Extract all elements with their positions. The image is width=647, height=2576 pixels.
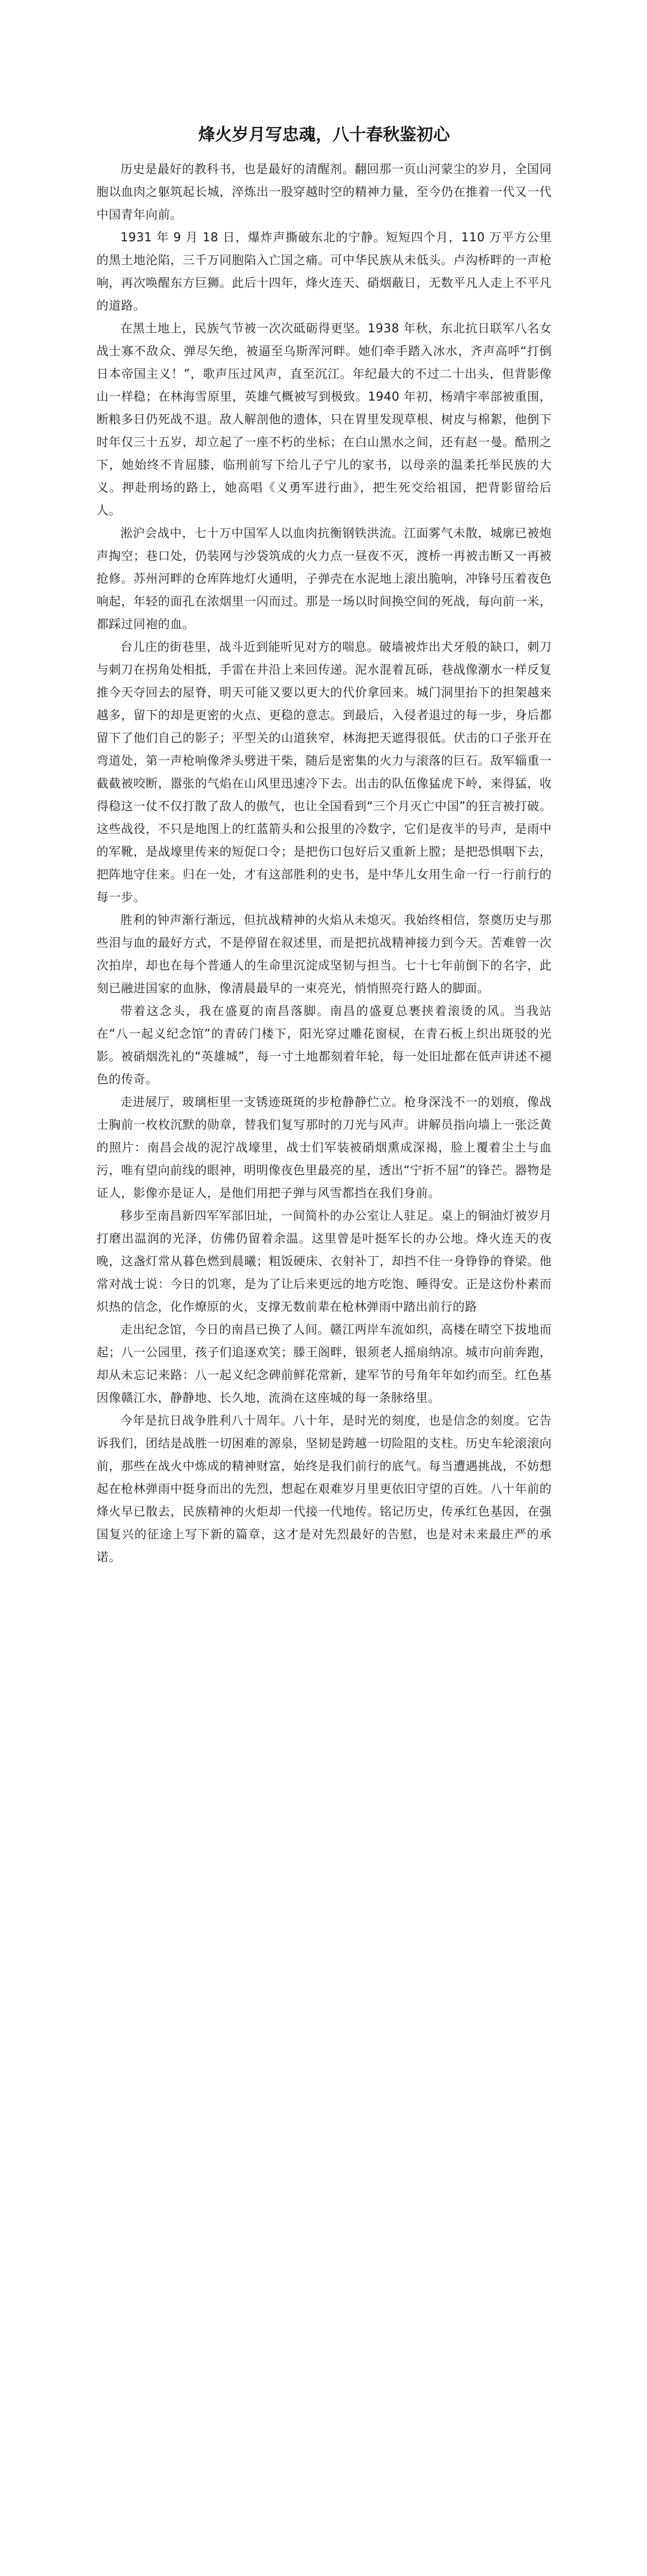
paragraph: 在黑土地上，民族气节被一次次砥砺得更坚。1938 年秋，东北抗日联军八名女战士寡不敌众、弹尽矢绝，被逼至乌斯浑河畔。她们牵手踏入冰水，齐声高呼“打倒日本帝国主义！”，歌声压过风声，直至沉江。年纪最大的不过二十出头，但背影像山一样稳；在林海雪原里，英雄气概被写到极致。1940 年初，杨靖宇率部被重围，断粮多日仍死战不退。敌人解剖他的遗体，只在胃里发现草根、树皮与棉絮，他倒下时年仅三十五岁，却立起了一座不朽的坐标；在白山黑水之间，还有赵一曼。酷刑之下，她始终不肯屈膝，临刑前写下给儿子宁儿的家书，以母亲的温柔托举民族的大义。押赴刑场的路上，她高唱《义勇军进行曲》，把生死交给祖国，把背影留给后人。 — [96, 321, 552, 517]
paragraph: 胜利的钟声渐行渐远，但抗战精神的火焰从未熄灭。我始终相信，祭奠历史与那些泪与血的最好方式，不是停留在叙述里，而是把抗战精神接力到今天。苦难曾一次次拍岸，却也在每个普通人的生命里沉淀成坚韧与担当。七十七年前倒下的名字，此刻已融进国家的血脉，像清晨最早的一束亮光，悄悄照亮行路人的脚面。 — [96, 913, 552, 995]
paragraph: 走进展厅，玻璃柜里一支锈迹斑斑的步枪静静伫立。枪身深浅不一的划痕，像战士胸前一枚枚沉默的勋章，替我们复写那时的刀光与风声。讲解员指向墙上一张泛黄的照片：南昌会战的泥泞战壕里，战士们军装被硝烟熏成深褐，脸上覆着尘土与血污，唯有望向前线的眼神，明明像夜色里最亮的星，透出“宁折不屈”的锋芒。器物是证人，影像亦是证人，是他们用把子弹与风雪都挡在我们身前。 — [96, 1095, 552, 1200]
paragraph: 带着这念头，我在盛夏的南昌落脚。南昌的盛夏总裹挟着滚烫的风。当我站在“八一起义纪念馆”的青砖门楼下，阳光穿过雕花窗棂，在青石板上织出斑驳的光影。被硝烟洗礼的“英雄城”，每一寸土地都刻着年轮，每一处旧址都在低声讲述不褪色的传奇。 — [96, 1004, 552, 1086]
article-title: 烽火岁月写忠魂，八十春秋鉴初心 — [198, 125, 450, 144]
paragraph: 台儿庄的街巷里，战斗近到能听见对方的喘息。破墙被炸出犬牙般的缺口，刺刀与刺刀在拐角处相抵，手雷在井沿上来回传递。泥水混着瓦砾，巷战像潮水一样反复推今天夺回去的屋脊，明天可能又要以更大的代价拿回来。城门洞里抬下的担架越来越多，留下的却是更密的火点、更稳的意志。到最后，入侵者退过的每一步，身后都留下了他们自己的影子；平型关的山道狭窄，林海把天遮得很低。伏击的口子张开在弯道处，第一声枪响像斧头劈进干柴，随后是密集的火力与滚落的巨石。敌军辎重一截截被咬断，嚣张的气焰在山风里迅速冷下去。出击的队伍像猛虎下岭，来得猛，收得稳这一仗不仅打散了敌人的傲气，也让全国看到“三个月灭亡中国”的狂言被打破。这些战役，不只是地图上的红蓝箭头和公报里的冷数字，它们是夜半的号声，是雨中的军靴，是战壕里传来的短促口令；是把伤口包好后又重新上膛；是把恐惧咽下去，把阵地守住来。归在一处，才有这部胜利的史书，是中华儿女用生命一行一行前行的每一步。 — [96, 640, 552, 904]
paragraph: 淞沪会战中，七十万中国军人以血肉抗衡钢铁洪流。江面雾气未散，城廓已被炮声掏空；巷口处，仍装网与沙袋筑成的火力点一昼夜不灭，渡桥一再被击断又一再被抢修。苏州河畔的仓库阵地灯火通明，子弹壳在水泥地上滚出脆响，冲锋号压着夜色响起，年轻的面孔在浓烟里一闪而过。那是一场以时间换空间的死战，每向前一米，都踩过同袍的血。 — [96, 526, 552, 631]
paragraph: 走出纪念馆，今日的南昌已换了人间。赣江两岸车流如织，高楼在晴空下拔地而起；八一公园里，孩子们追逐欢笑；滕王阁畔，银须老人摇扇纳凉。城市向前奔跑，却从未忘记来路：八一起义纪念碑前鲜花常新，建军节的号角年年如约而至。红色基因像赣江水，静静地、长久地，流淌在这座城的每一条脉络里。 — [96, 1322, 552, 1405]
paragraph: 今年是抗日战争胜利八十周年。八十年，是时光的刻度，也是信念的刻度。它告诉我们，团结是战胜一切困难的源泉，坚韧是跨越一切险阻的支柱。历史车轮滚滚向前，那些在战火中炼成的精神财富，始终是我们前行的底气。每当遭遇挑战，不妨想起在枪林弹雨中挺身而出的先烈，想起在艰难岁月里更依旧守望的百姓。八十年前的烽火早已散去，民族精神的火炬却一代接一代地传。铭记历史，传承红色基因，在强国复兴的征途上写下新的篇章，这才是对先烈最好的告慰，也是对未来最庄严的承诺。 — [96, 1413, 552, 1564]
paragraph: 移步至南昌新四军军部旧址，一间简朴的办公室让人驻足。桌上的铜油灯被岁月打磨出温润的光泽，仿佛仍留着余温。这里曾是叶挺军长的办公地。烽火连天的夜晚，这盏灯常从暮色燃到晨曦；粗饭硬床、衣射补丁，却挡不住一身铮铮的脊梁。他常对战士说：今日的饥寒，是为了让后来更远的地方吃饱、睡得安。正是这份朴素而炽热的信念，化作燎原的火，支撑无数前辈在枪林弹雨中踏出前行的路 — [96, 1208, 552, 1314]
paragraph: 历史是最好的教科书，也是最好的清醒剂。翻回那一页山河蒙尘的岁月，全国同胞以血肉之躯筑起长城，淬炼出一股穿越时空的精神力量，至今仍在推着一代又一代中国青年向前。 — [96, 162, 552, 222]
article — [96, 123, 552, 1568]
paragraph: 1931 年 9 月 18 日，爆炸声撕破东北的宁静。短短四个月，110 万平方公里的黑土地沦陷，三千万同胞陷入亡国之痛。可中华民族从未低头。卢沟桥畔的一声枪响，再次唤醒东方巨狮。此后十四年，烽火连天、硝烟蔽日，无数平凡人走上不平凡的道路。 — [96, 230, 552, 313]
